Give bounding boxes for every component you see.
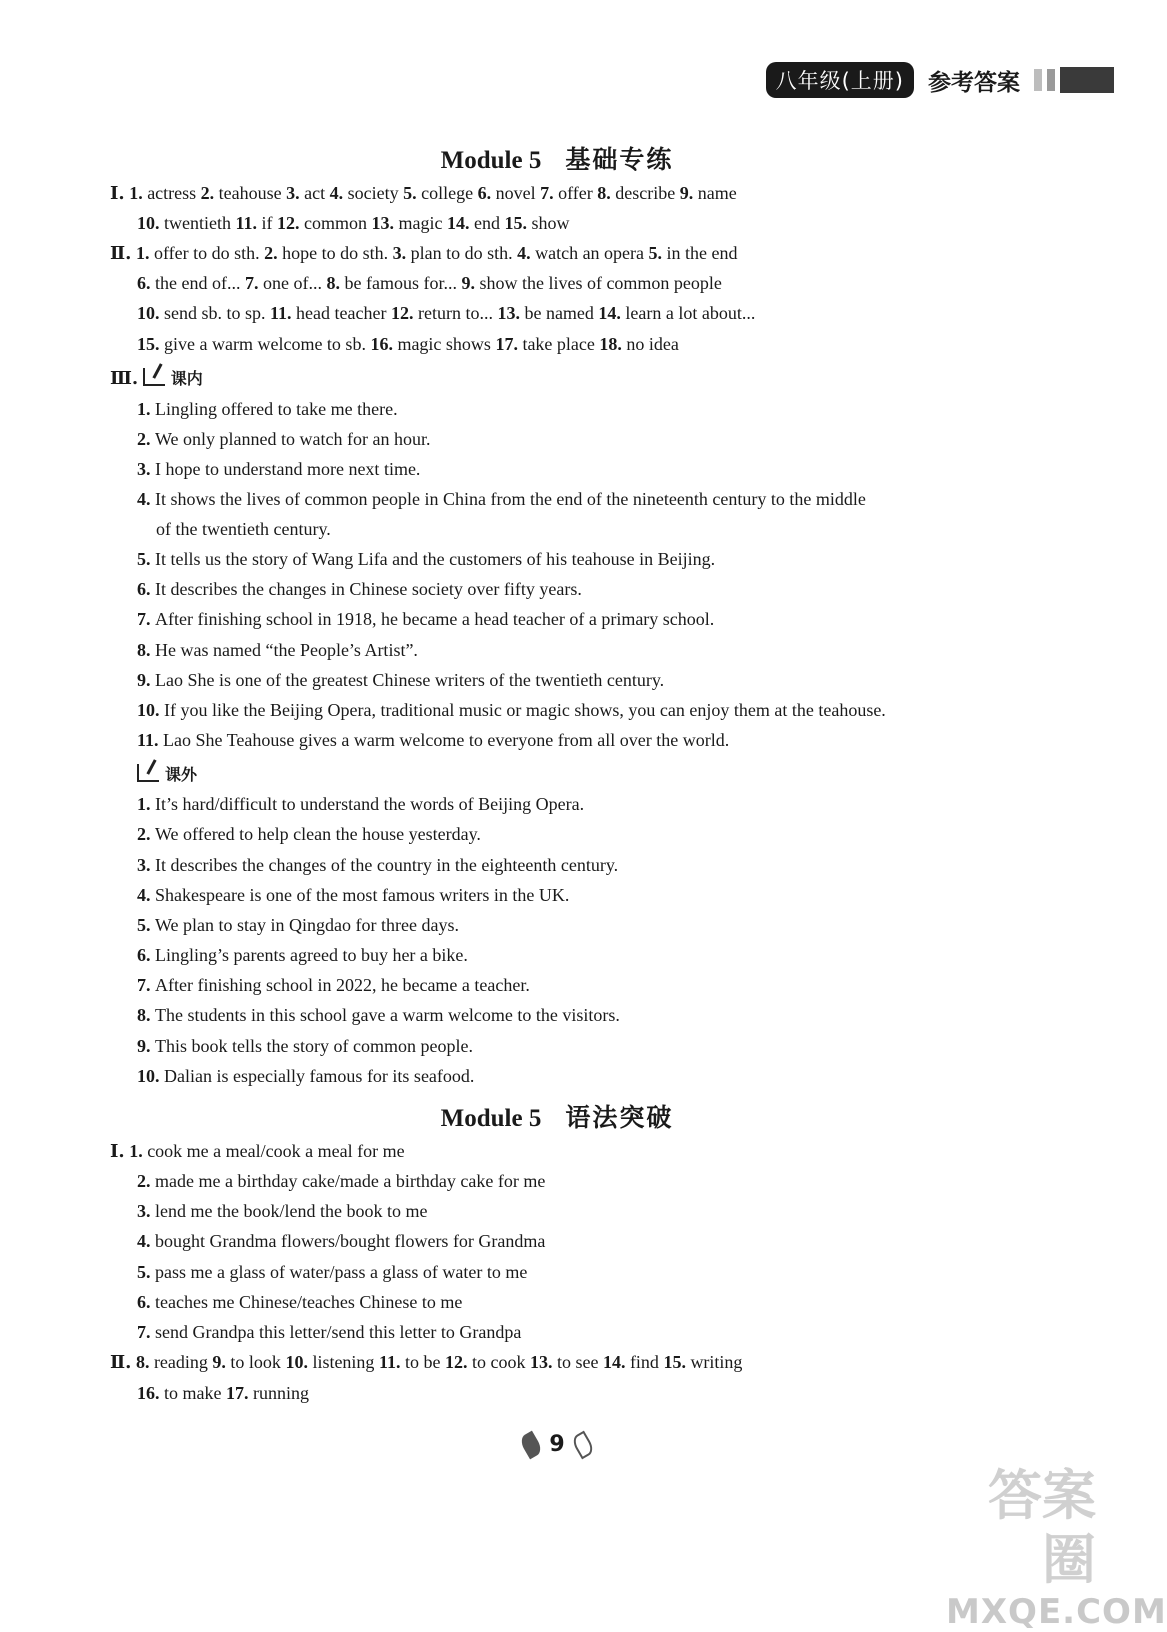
section-number: Ⅰ. [110, 183, 125, 204]
section-number: Ⅱ. [110, 243, 132, 264]
module-title-en: Module 5 [440, 1105, 542, 1132]
answer-line: 10. send sb. to sp. 11. head teacher 12. return to... 13. be named 14. learn a lot about... [137, 303, 756, 323]
answer-line: 1. Lingling offered to take me there. [137, 399, 398, 419]
answer-line: 2. We offered to help clean the house yesterday. [137, 824, 481, 844]
answer-line: 4. Shakespeare is one of the most famous writers in the UK. [137, 885, 570, 905]
answer-line: 7. After finishing school in 2022, he became a teacher. [137, 975, 530, 995]
answer-line: 1. cook me a meal/cook a meal for me [129, 1141, 405, 1161]
grammar-section-2-row [110, 1351, 742, 1374]
answer-line: 2. We only planned to watch for an hour. [137, 429, 431, 449]
grade-badge: 八年级(上册) [766, 62, 914, 98]
leaf-outline-icon [570, 1431, 596, 1460]
answer-line: 3. lend me the book/lend the book to me [137, 1201, 428, 1221]
answer-line: 4. bought Grandma flowers/bought flowers for Grandma [137, 1231, 546, 1251]
module-title [0, 140, 1114, 176]
grammar-section-1-row [110, 1140, 405, 1163]
pencil-icon [143, 368, 165, 386]
answer-line: 3. I hope to understand more next time. [137, 459, 421, 479]
answer-line: 10. If you like the Beijing Opera, traditional music or magic shows, you can enjoy them at the teahouse. [137, 700, 886, 720]
answer-line: 1. actress 2. teahouse 3. act 4. society 5. college 6. novel 7. offer 8. describe 9. name [129, 183, 737, 203]
in-class-label: 课内 [170, 369, 203, 388]
module-title-en: Module 5 [440, 147, 542, 174]
answer-line: 6. the end of... 7. one of... 8. be famous for... 9. show the lives of common people [137, 273, 722, 293]
module-title-cn: 基础专练 [565, 145, 674, 174]
answer-line: 6. It describes the changes in Chinese society over fifty years. [137, 579, 582, 599]
decor-bar [1034, 69, 1042, 91]
watermark-url: MXQE.COM [946, 1592, 1167, 1632]
watermark [946, 1464, 1167, 1632]
page-header [766, 64, 1114, 96]
answer-line: 5. It tells us the story of Wang Lifa and the customers of his teahouse in Beijing. [137, 549, 716, 569]
answer-line: 7. send Grandpa this letter/send this letter to Grandpa [137, 1322, 522, 1342]
answer-line: 1. offer to do sth. 2. hope to do sth. 3. plan to do sth. 4. watch an opera 5. in the end [135, 243, 738, 263]
header-decoration [1034, 67, 1114, 93]
answer-line: of the twentieth century. [156, 519, 331, 539]
answer-line: 10. Dalian is especially famous for its seafood. [137, 1066, 475, 1086]
section-1-row [137, 212, 570, 234]
answer-line: 10. twentieth 11. if 12. common 13. magic 14. end 15. show [137, 213, 570, 233]
watermark-logo-text: 答案圈 [988, 1464, 1096, 1591]
answer-line: 16. to make 17. running [137, 1383, 309, 1403]
answer-line: 4. It shows the lives of common people in China from the end of the nineteenth century to the middle [137, 489, 866, 509]
section-number: Ⅱ. [110, 1352, 132, 1373]
section-number: Ⅰ. [110, 1141, 125, 1162]
section-1-row [110, 182, 737, 205]
page-footer [0, 1432, 1114, 1457]
answer-line: 6. Lingling’s parents agreed to buy her a bike. [137, 945, 468, 965]
section-2-row [110, 242, 738, 265]
module-title [0, 1098, 1114, 1134]
header-title: 参考答案 [928, 69, 1020, 96]
answer-line: 3. It describes the changes of the country in the eighteenth century. [137, 855, 619, 875]
answer-line: 8. The students in this school gave a warm welcome to the visitors. [137, 1005, 620, 1025]
section-3-heading [110, 367, 203, 390]
answer-line: 1. It’s hard/difficult to understand the words of Beijing Opera. [137, 794, 585, 814]
answer-line: 2. made me a birthday cake/made a birthday cake for me [137, 1171, 546, 1191]
pencil-icon [137, 764, 159, 782]
answer-line: 7. After finishing school in 1918, he became a head teacher of a primary school. [137, 609, 715, 629]
answer-line: 9. This book tells the story of common people. [137, 1036, 473, 1056]
module-title-cn: 语法突破 [565, 1103, 674, 1132]
answer-line: 6. teaches me Chinese/teaches Chinese to me [137, 1292, 463, 1312]
answer-line: 11. Lao She Teahouse gives a warm welcome to everyone from all over the world. [137, 730, 730, 750]
decor-bar [1047, 69, 1055, 91]
answer-line: 9. Lao She is one of the greatest Chinese writers of the twentieth century. [137, 670, 665, 690]
out-class-label: 课外 [165, 765, 198, 784]
answer-line: 5. We plan to stay in Qingdao for three days. [137, 915, 459, 935]
answer-line: 8. reading 9. to look 10. listening 11. to be 12. to cook 13. to see 14. find 15. writing [135, 1352, 743, 1372]
page-number: 9 [549, 1432, 565, 1457]
answer-line: 15. give a warm welcome to sb. 16. magic shows 17. take place 18. no idea [137, 334, 679, 354]
answer-line: 8. He was named “the People’s Artist”. [137, 640, 418, 660]
out-class-heading [137, 763, 197, 786]
decor-block [1060, 67, 1114, 93]
leaf-icon [518, 1431, 544, 1460]
answer-line: 5. pass me a glass of water/pass a glass of water to me [137, 1262, 528, 1282]
section-number: Ⅲ. [110, 368, 139, 389]
